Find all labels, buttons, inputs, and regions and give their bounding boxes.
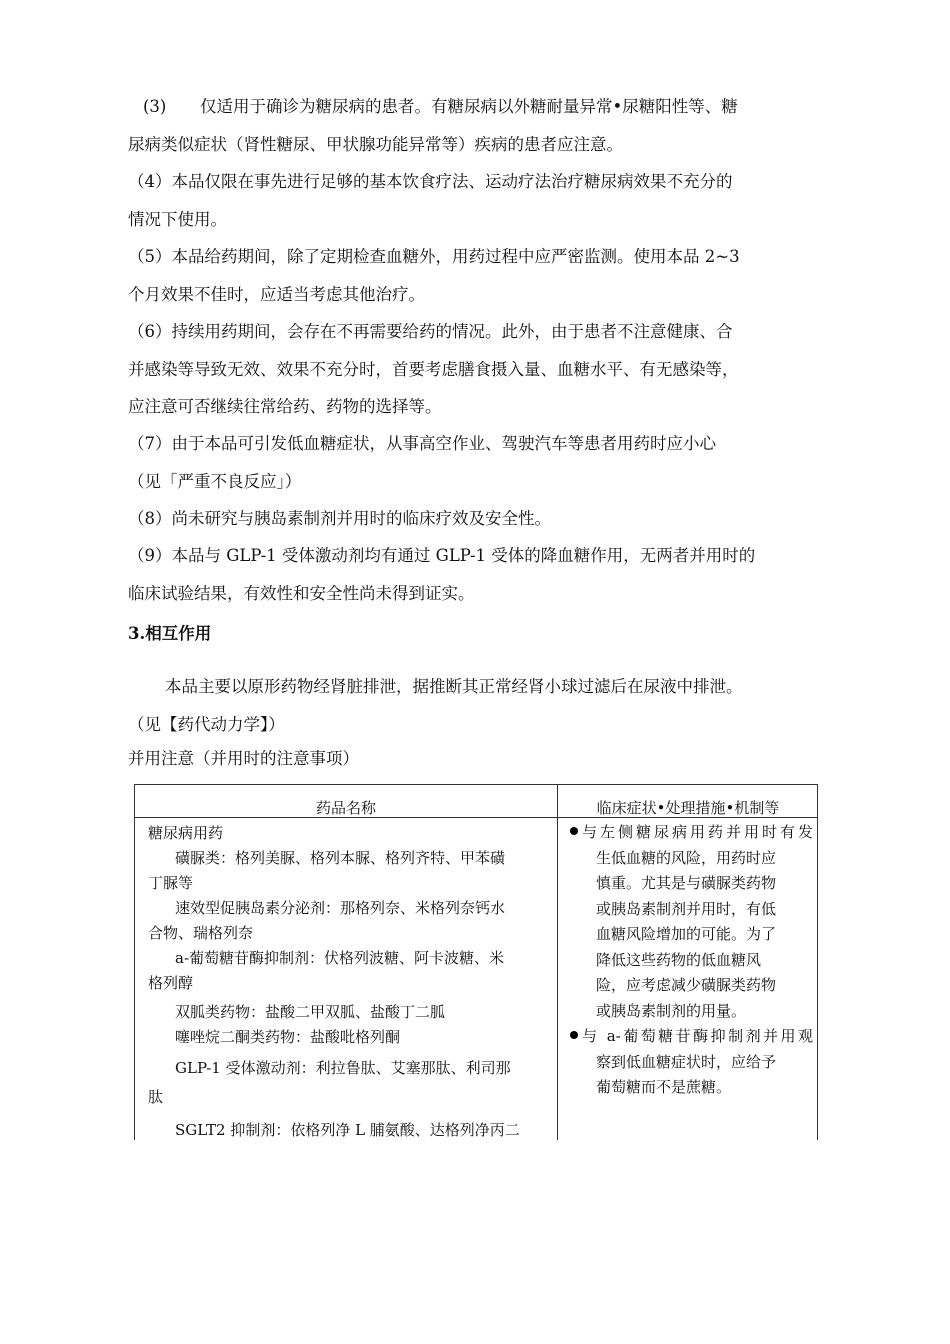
clinical-note-1: 与左侧糖尿病用药并用时有发 生低血糖的风险，用药时应 慎重。尤其是与磺脲类药物 或胰岛素制剂并用时，有低 血糖风险增加的可能。为了 降低这些药物的低血糖风 险，应考虑减少磺脲类药物 或胰岛素制剂的用量。 [568, 820, 813, 1024]
precaution-3-line-1: (3) 仅适用于确诊为糖尿病的患者。有糖尿病以外糖耐量异常•尿糖阳性等、糖 [128, 88, 828, 126]
drug-sglt2: SGLT2 抑制剂：依格列净 L 脯氨酸、达格列净丙二 [175, 1121, 520, 1139]
precaution-9-line-2: 临床试验结果，有效性和安全性尚未得到证实。 [128, 583, 475, 603]
precaution-5-line-2: 个月效果不佳时，应适当考虑其他治疗。 [128, 284, 425, 304]
precaution-8-line-1: （8）尚未研究与胰岛素制剂并用时的临床疗效及安全性。 [128, 509, 551, 528]
drug-glinide-2: 合物、瑞格列奈 [148, 924, 254, 942]
drug-glp1-2: 肽 [148, 1088, 164, 1106]
precaution-6-line-1: （6）持续用药期间，会存在不再需要给药的情况。此外，由于患者不注意健康、合 [128, 322, 733, 341]
drug-agi-1: a-葡萄糖苷酶抑制剂：伏格列波糖、阿卡波糖、米 [175, 949, 505, 967]
precaution-item-8 [128, 500, 828, 538]
precaution-6-line-3: 应注意可否继续往常给药、药物的选择等。 [128, 397, 442, 416]
drug-category: 糖尿病用药 [148, 824, 224, 842]
item-number: (3) [143, 97, 167, 116]
precaution-item-4 [128, 163, 828, 238]
section-heading: 3.相互作用 [128, 624, 212, 643]
section-subheading: 并用注意（并用时的注意事项） [128, 749, 359, 768]
column-header-clinical: 临床症状•处理措施•机制等 [596, 799, 780, 817]
bullet-icon [570, 827, 578, 835]
drug-sulfonylurea-1: 磺脲类：格列美脲、格列本脲、格列齐特、甲苯磺 [175, 849, 506, 867]
precaution-item-6 [128, 313, 828, 426]
precaution-5-line-1: （5）本品给药期间，除了定期检查血糖外，用药过程中应严密监测。使用本品 2~3 [128, 247, 740, 266]
precaution-item-5 [128, 238, 828, 313]
drug-biguanide: 双胍类药物：盐酸二甲双胍、盐酸丁二胍 [175, 1003, 446, 1021]
precaution-item-9 [128, 537, 828, 612]
drug-agi-2: 格列醇 [148, 974, 194, 992]
drug-name-cell [148, 821, 548, 1145]
clinical-note-2: 与 a-葡萄糖苷酶抑制剂并用观 察到低血糖症状时，应给予 葡萄糖而不是蔗糖。 [568, 1024, 813, 1101]
bullet-icon [570, 1031, 578, 1039]
precaution-item-7 [128, 425, 828, 500]
precaution-7-line-2: （见「严重不良反应」） [128, 471, 302, 491]
precaution-9-line-1: （9）本品与 GLP-1 受体激动剂均有通过 GLP-1 受体的降血糖作用，无两者并用时的 [128, 546, 756, 565]
precaution-item-3 [128, 88, 828, 163]
drug-tzd: 噻唑烷二酮类药物：盐酸吡格列酮 [175, 1028, 401, 1046]
drug-sulfonylurea-2: 丁脲等 [148, 874, 194, 892]
section-body-line-1: 本品主要以原形药物经肾脏排泄，据推断其正常经肾小球过滤后在尿液中排泄。 [165, 677, 743, 696]
drug-glinide-1: 速效型促胰岛素分泌剂：那格列奈、米格列奈钙水 [175, 899, 506, 917]
clinical-cell [568, 820, 813, 1101]
section-body-line-2: （见【药代动力学】） [128, 714, 285, 734]
column-divider [557, 785, 558, 1140]
precaution-3-line-2: 尿病类似症状（肾性糖尿、甲状腺功能异常等）疾病的患者应注意。 [128, 134, 623, 154]
precaution-6-line-2: 并感染等导致无效、效果不充分时，首要考虑膳食摄入量、血糖水平、有无感染等， [128, 359, 739, 379]
drug-glp1-1: GLP-1 受体激动剂：利拉鲁肽、艾塞那肽、利司那 [175, 1059, 511, 1077]
precaution-7-line-1: （7）由于本品可引发低血糖症状，从事高空作业、驾驶汽车等患者用药时应小心 [128, 434, 716, 453]
precaution-4-line-1: （4）本品仅限在事先进行足够的基本饮食疗法、运动疗法治疗糖尿病效果不充分的 [128, 172, 733, 191]
section-body [128, 668, 848, 743]
column-header-drug-name: 药品名称 [315, 799, 376, 817]
precaution-4-line-2: 情况下使用。 [128, 209, 227, 229]
interaction-table [134, 784, 818, 1140]
